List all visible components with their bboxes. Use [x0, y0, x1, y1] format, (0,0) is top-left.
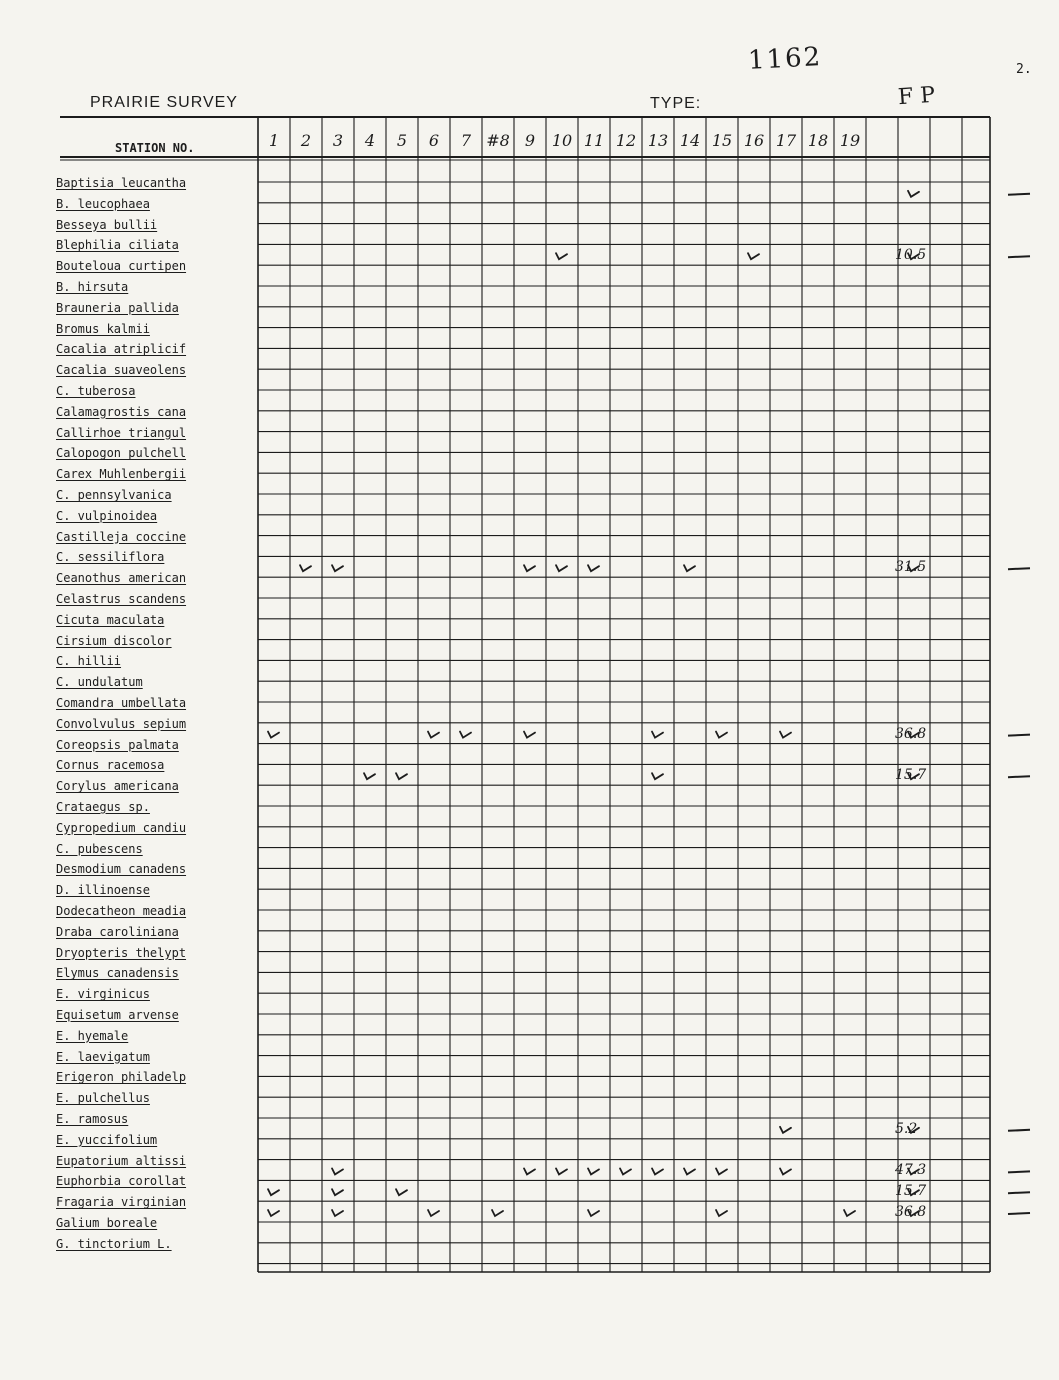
- species-name: C. pennsylvanica: [56, 488, 172, 502]
- margin-dash: [1008, 1171, 1030, 1172]
- species-name: C. hillii: [56, 654, 122, 669]
- station-number: 6: [428, 131, 440, 150]
- species-name: Cirsium discolor: [56, 633, 172, 648]
- species-name: E. pulchellus: [56, 1091, 150, 1106]
- cover-value: 15.7: [895, 1183, 927, 1200]
- station-number: 7: [460, 131, 472, 150]
- station-number: 12: [615, 131, 637, 150]
- type-label: TYPE:: [650, 95, 702, 112]
- check-mark: [332, 1210, 343, 1216]
- margin-dash: [1008, 568, 1030, 569]
- species-name: Cacalia atriplicif: [56, 342, 187, 357]
- check-mark: [556, 565, 567, 571]
- species-name: Bouteloua curtipen: [56, 259, 187, 274]
- check-mark: [524, 565, 535, 571]
- species-name: Galium boreale: [56, 1216, 158, 1230]
- station-no-label: STATION NO.: [115, 141, 195, 155]
- species-name: Elymus canadensis: [56, 966, 179, 981]
- species-name: Euphorbia corollat: [56, 1174, 187, 1189]
- species-name: Celastrus scandens: [56, 592, 187, 606]
- check-mark: [844, 1210, 855, 1216]
- station-number: 3: [332, 131, 344, 150]
- species-name: Fragaria virginian: [56, 1195, 187, 1210]
- species-name: C. pubescens: [56, 841, 143, 856]
- cover-value: 31.5: [895, 559, 927, 576]
- check-mark: [332, 565, 343, 571]
- check-mark: [268, 1210, 279, 1216]
- species-name: Castilleja coccine: [56, 529, 187, 544]
- species-name: E. virginicus: [56, 987, 150, 1002]
- species-name: Ceanothus american: [56, 571, 187, 586]
- station-number: 10: [551, 131, 573, 150]
- station-number: 15: [711, 131, 733, 150]
- handwritten-catalog-number: 1162: [747, 42, 823, 76]
- species-name: Dryopteris thelypt: [56, 945, 187, 960]
- species-name: B. hirsuta: [56, 280, 129, 294]
- check-mark: [652, 1168, 663, 1174]
- species-name: Besseya bullii: [56, 217, 158, 232]
- check-mark: [588, 1210, 599, 1216]
- species-name: C. sessiliflora: [56, 550, 165, 565]
- check-mark: [716, 732, 727, 738]
- species-name: D. illinoense: [56, 883, 150, 898]
- species-name: Cypropedium candiu: [56, 820, 187, 835]
- station-number: 16: [743, 131, 765, 150]
- species-name: E. ramosus: [56, 1112, 129, 1126]
- species-name: Bromus kalmii: [56, 321, 150, 336]
- station-number: 17: [775, 131, 797, 150]
- check-mark: [300, 565, 311, 571]
- species-name: Draba caroliniana: [56, 924, 179, 939]
- check-mark: [716, 1168, 727, 1174]
- check-mark: [556, 1168, 567, 1174]
- check-mark: [780, 732, 791, 738]
- species-name: E. laevigatum: [56, 1049, 150, 1064]
- species-name: Cornus racemosa: [56, 758, 165, 773]
- species-name: Calopogon pulchell: [56, 446, 187, 461]
- species-name: E. yuccifolium: [56, 1132, 158, 1147]
- species-name: Comandra umbellata: [56, 696, 187, 710]
- species-name: Brauneria pallida: [56, 300, 179, 315]
- type-value: F P: [897, 82, 936, 111]
- species-name: Crataegus sp.: [56, 800, 150, 814]
- check-mark: [460, 732, 471, 738]
- species-name: Coreopsis palmata: [56, 737, 179, 752]
- check-mark: [684, 1168, 695, 1174]
- check-mark: [524, 732, 535, 738]
- check-mark: [524, 1168, 535, 1174]
- check-mark: [780, 1168, 791, 1174]
- check-mark: [652, 773, 663, 779]
- check-mark: [268, 732, 279, 738]
- check-mark: [492, 1210, 503, 1216]
- check-mark: [780, 1127, 791, 1133]
- margin-dash: [1008, 735, 1030, 736]
- station-number: 11: [583, 131, 605, 150]
- species-name: C. vulpinoidea: [56, 508, 158, 523]
- check-mark: [620, 1168, 631, 1174]
- check-mark: [332, 1189, 343, 1195]
- species-name: C. undulatum: [56, 675, 143, 690]
- check-mark: [716, 1210, 727, 1216]
- cover-value: 36.8: [895, 1204, 927, 1220]
- species-name: Desmodium canadens: [56, 862, 187, 877]
- station-number: 5: [396, 131, 408, 150]
- margin-dash: [1008, 256, 1030, 257]
- cover-value: 36.8: [895, 725, 927, 742]
- species-name: Erigeron philadelp: [56, 1070, 187, 1085]
- species-name: Eupatorium altissi: [56, 1153, 187, 1168]
- station-number: 13: [647, 131, 669, 150]
- check-mark: [684, 565, 695, 571]
- check-mark: [396, 1189, 407, 1195]
- species-name: B. leucophaea: [56, 196, 150, 211]
- cover-value: 10.5: [895, 247, 927, 264]
- check-mark: [588, 565, 599, 571]
- species-name: E. hyemale: [56, 1028, 129, 1043]
- station-number: 4: [364, 131, 376, 150]
- species-name: Calamagrostis cana: [56, 404, 187, 419]
- station-number: 9: [524, 131, 536, 150]
- species-name: Blephilia ciliata: [56, 238, 179, 253]
- check-mark: [588, 1168, 599, 1174]
- species-name: Callirhoe triangul: [56, 425, 187, 440]
- station-number: 2: [300, 131, 312, 150]
- station-number: #8: [486, 131, 510, 150]
- species-name: Corylus americana: [56, 779, 179, 794]
- page-number: 2.: [1016, 62, 1032, 77]
- check-mark: [556, 253, 567, 259]
- station-number: 19: [839, 131, 861, 150]
- check-mark: [908, 191, 919, 197]
- species-name: Equisetum arvense: [56, 1008, 179, 1022]
- station-number: 14: [679, 131, 701, 150]
- species-name: Convolvulus sepium: [56, 716, 187, 731]
- species-name: Baptisia leucantha: [56, 176, 187, 190]
- check-mark: [748, 253, 759, 259]
- margin-dash: [1008, 1192, 1030, 1193]
- species-name: C. tuberosa: [56, 384, 136, 398]
- margin-dash: [1008, 1213, 1030, 1214]
- species-name: Dodecatheon meadia: [56, 904, 187, 918]
- species-name: Carex Muhlenbergii: [56, 467, 187, 482]
- margin-dash: [1008, 776, 1030, 777]
- check-mark: [332, 1168, 343, 1174]
- species-name: Cicuta maculata: [56, 612, 165, 627]
- check-mark: [396, 773, 407, 779]
- check-mark: [364, 773, 375, 779]
- station-number: 1: [268, 131, 280, 150]
- species-name: G. tinctorium L.: [56, 1236, 172, 1251]
- check-mark: [268, 1189, 279, 1195]
- cover-value: 5.2: [895, 1120, 918, 1137]
- check-mark: [428, 732, 439, 738]
- station-number: 18: [807, 131, 829, 150]
- survey-title: PRAIRIE SURVEY: [90, 94, 238, 111]
- check-mark: [652, 732, 663, 738]
- check-mark: [428, 1210, 439, 1216]
- margin-dash: [1008, 194, 1030, 195]
- margin-dash: [1008, 1130, 1030, 1131]
- cover-value: 15.7: [895, 767, 927, 784]
- cover-value: 47.3: [895, 1162, 927, 1179]
- species-name: Cacalia suaveolens: [56, 363, 187, 378]
